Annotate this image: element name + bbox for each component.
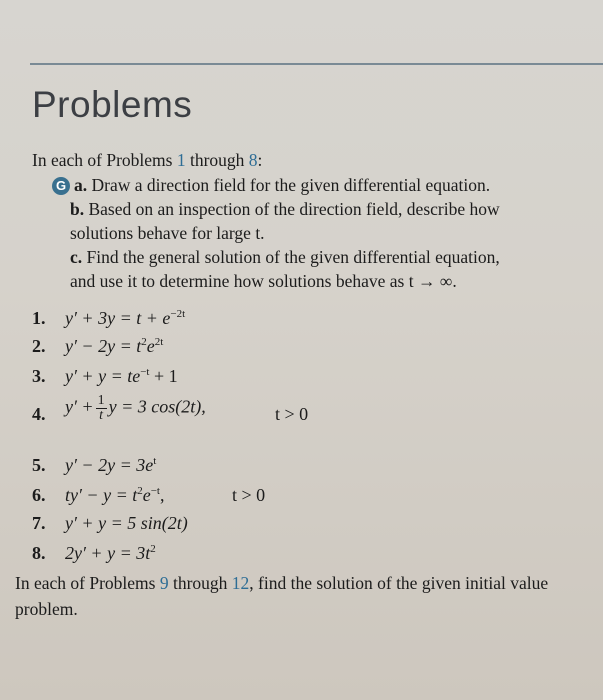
footer-range-start-link[interactable]: 9	[159, 573, 169, 593]
problem-equation: $2y' + y = 3t^2$	[65, 543, 156, 563]
followup-instruction: In each of Problems 9 through 12, find the solution of the given initial value problem.	[15, 573, 549, 619]
problem-equation: $y' - 2y = t^2e^{2t}$	[65, 336, 164, 356]
part-a: G a. Draw a direction field for the given differential equation.	[52, 175, 490, 196]
part-c: c. Find the general solution of the given differential equation,	[70, 247, 500, 267]
section-divider	[30, 63, 603, 65]
graphing-badge-icon: G	[52, 177, 70, 195]
problem-equation: y′ + $\frac{1}{t}$ y = 3 cos(2t),	[65, 393, 206, 423]
intro-range-end-link[interactable]: 8	[248, 150, 258, 170]
part-b: b. Based on an inspection of the direction field, describe how	[70, 199, 500, 219]
intro-range-start-link[interactable]: 1	[176, 150, 186, 170]
problem-condition: t > 0	[275, 404, 309, 424]
problem-equation: $y' + y = te^{-t} + 1$	[65, 366, 178, 386]
intro-line: In each of Problems 1 through 8:	[32, 150, 263, 170]
problem-number: 1.	[32, 308, 46, 328]
problem-number: 3.	[32, 366, 46, 386]
problem-number: 5.	[32, 455, 46, 475]
section-title: Problems	[32, 84, 193, 125]
problem-number: 2.	[32, 336, 46, 356]
problem-number: 4.	[32, 404, 46, 424]
footer-range-end-link[interactable]: 12	[231, 573, 250, 593]
problem-number: 8.	[32, 543, 46, 563]
problem-equation: y′ + y = 5 sin(2t)	[65, 513, 188, 533]
problem-equation: $y' + 3y = t + e^{-2t}$	[65, 308, 186, 328]
problem-number: 6.	[32, 485, 46, 505]
fraction-one-over-t: $\frac{1}{t}$	[97, 393, 105, 423]
problem-number: 7.	[32, 513, 46, 533]
problem-equation: $ty' - y = t^2e^{-t}$,	[65, 485, 165, 505]
part-c-continued: and use it to determine how solutions behave as t → ∞.	[70, 271, 457, 291]
part-b-continued: solutions behave for large t.	[70, 223, 265, 243]
problem-condition: t > 0	[232, 485, 266, 505]
problem-equation: $y' - 2y = 3e^t$	[65, 455, 157, 475]
